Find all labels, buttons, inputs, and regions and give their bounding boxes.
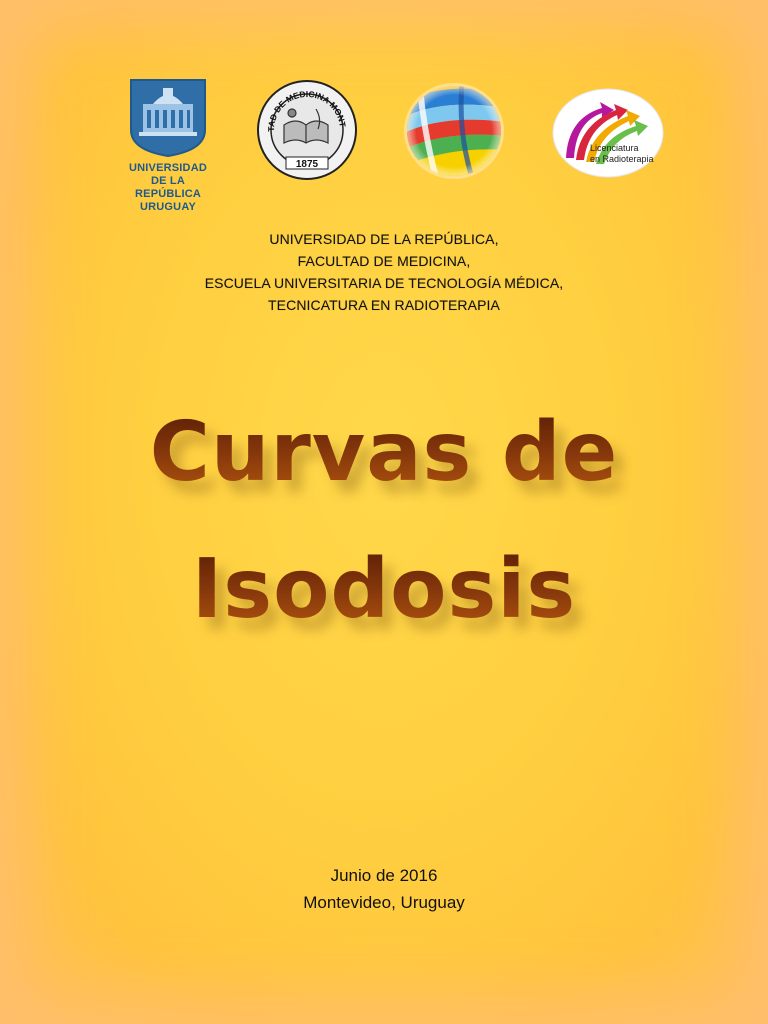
- seal-arc-text: TAD DE MEDICINA MONT: [265, 88, 348, 132]
- header-line: TECNICATURA EN RADIOTERAPIA: [268, 297, 500, 313]
- eutm-logo: [402, 82, 506, 185]
- lic-text-line: en Radioterapia: [590, 154, 654, 164]
- footer-date: Junio de 2016: [330, 866, 438, 885]
- udelar-text-line: UNIVERSIDAD: [129, 162, 207, 174]
- header-line: ESCUELA UNIVERSITARIA DE TECNOLOGÍA MÉDICA,: [204, 275, 564, 291]
- header-line: UNIVERSIDAD DE LA REPÚBLICA,: [269, 231, 499, 247]
- footer: [0, 862, 768, 916]
- licenciatura-radioterapia-logo: [552, 88, 664, 183]
- header-line: FACULTAD DE MEDICINA,: [297, 253, 471, 269]
- seal-year: 1875: [295, 159, 319, 170]
- udelar-text-line: DE LA REPÚBLICA: [135, 175, 201, 200]
- footer-place: Montevideo, Uruguay: [303, 893, 465, 912]
- facultad-medicina-seal: [256, 79, 358, 186]
- seal-icon: [256, 79, 358, 181]
- institution-header: [0, 228, 768, 316]
- title-line-1: Curvas de: [0, 408, 768, 498]
- title-line-2: Isodosis: [0, 545, 768, 635]
- sphere-logo-icon: [402, 82, 506, 180]
- udelar-logo: [118, 78, 218, 214]
- lic-text-line: Licenciatura: [590, 143, 639, 153]
- udelar-text-line: URUGUAY: [139, 201, 196, 213]
- udelar-shield-icon: [129, 78, 207, 158]
